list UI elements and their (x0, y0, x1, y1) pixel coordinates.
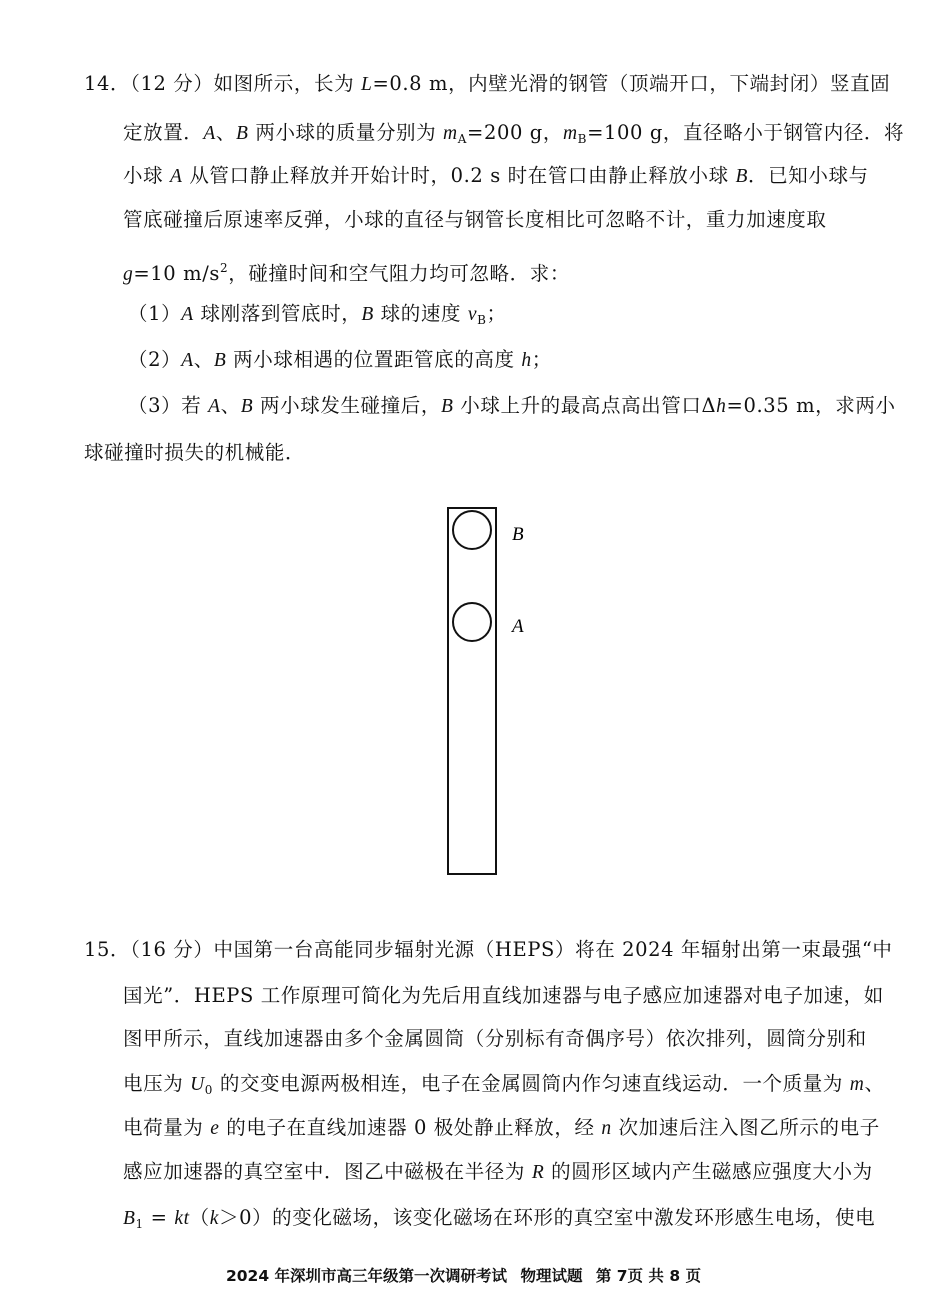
q15-line-4: 电压为 $U_0$ 的交变电源两极相连，电子在金属圆筒内作匀速直线运动．一个质量为 m、 (123, 1072, 885, 1097)
label-b: B (512, 524, 524, 545)
ball-b (453, 511, 491, 549)
q14-line-3: 小球 A 从管口静止释放并开始计时，0.2 s 时在管口由静止释放小球 B．已知小球与 (123, 164, 869, 187)
q15-line-3: 图甲所示，直线加速器由多个金属圆筒（分别标有奇偶序号）依次排列，圆筒分别和 (123, 1027, 867, 1050)
q14-line-2: 定放置．A、B 两小球的质量分别为 $m_A=200$ g，$m_B=100$ g，直径略小于钢管内径．将 (123, 121, 905, 146)
q14-part-2: （2）A、B 两小球相遇的位置距管底的高度 h； (128, 348, 552, 371)
label-a: A (512, 616, 524, 637)
steel-tube (448, 508, 496, 874)
q14-part-3: （3）若 A、B 两小球发生碰撞后，B 小球上升的最高点高出管口Δh=0.35 m，求两小 (128, 394, 896, 417)
q14-line-4: 管底碰撞后原速率反弹，小球的直径与钢管长度相比可忽略不计，重力加速度取 (123, 208, 827, 231)
footer-page: 第 7页 共 8 页 (595, 1267, 702, 1285)
q14-part-3-cont: 球碰撞时损失的机械能． (84, 441, 306, 464)
q14-line-1: 14．（12 分）如图所示，长为 L=0.8 m，内壁光滑的钢管（顶端开口，下端封闭）竖直固 (84, 72, 891, 95)
page-footer (0, 1265, 927, 1287)
q14-part-1: （1）A 球刚落到管底时，B 球的速度 $v_B$； (128, 302, 507, 327)
q15-line-6: 感应加速器的真空室中．图乙中磁极在半径为 R 的圆形区域内产生磁感应强度大小为 (123, 1160, 873, 1183)
tube-figure (430, 500, 560, 880)
q15-line-7: $B_1 = kt(k>0)$的变化磁场，该变化磁场在环形的真空室中激发环形感生电场，使电 (123, 1206, 876, 1231)
footer-exam: 2024 年深圳市高三年级第一次调研考试 (225, 1267, 508, 1285)
q14-line-5: g=10 $m/s^2$，碰撞时间和空气阻力均可忽略．求： (123, 261, 570, 285)
footer-subject: 物理试题 (520, 1267, 583, 1285)
ball-a (453, 603, 491, 641)
q15-line-1: 15．（16 分）中国第一台高能同步辐射光源（HEPS）将在 2024 年辐射出第一束最强“中 (84, 938, 893, 961)
q15-line-5: 电荷量为 e 的电子在直线加速器 0 极处静止释放，经 n 次加速后注入图乙所示的电子 (123, 1116, 880, 1139)
q15-line-2: 国光”．HEPS 工作原理可简化为先后用直线加速器与电子感应加速器对电子加速，如 (123, 984, 884, 1007)
